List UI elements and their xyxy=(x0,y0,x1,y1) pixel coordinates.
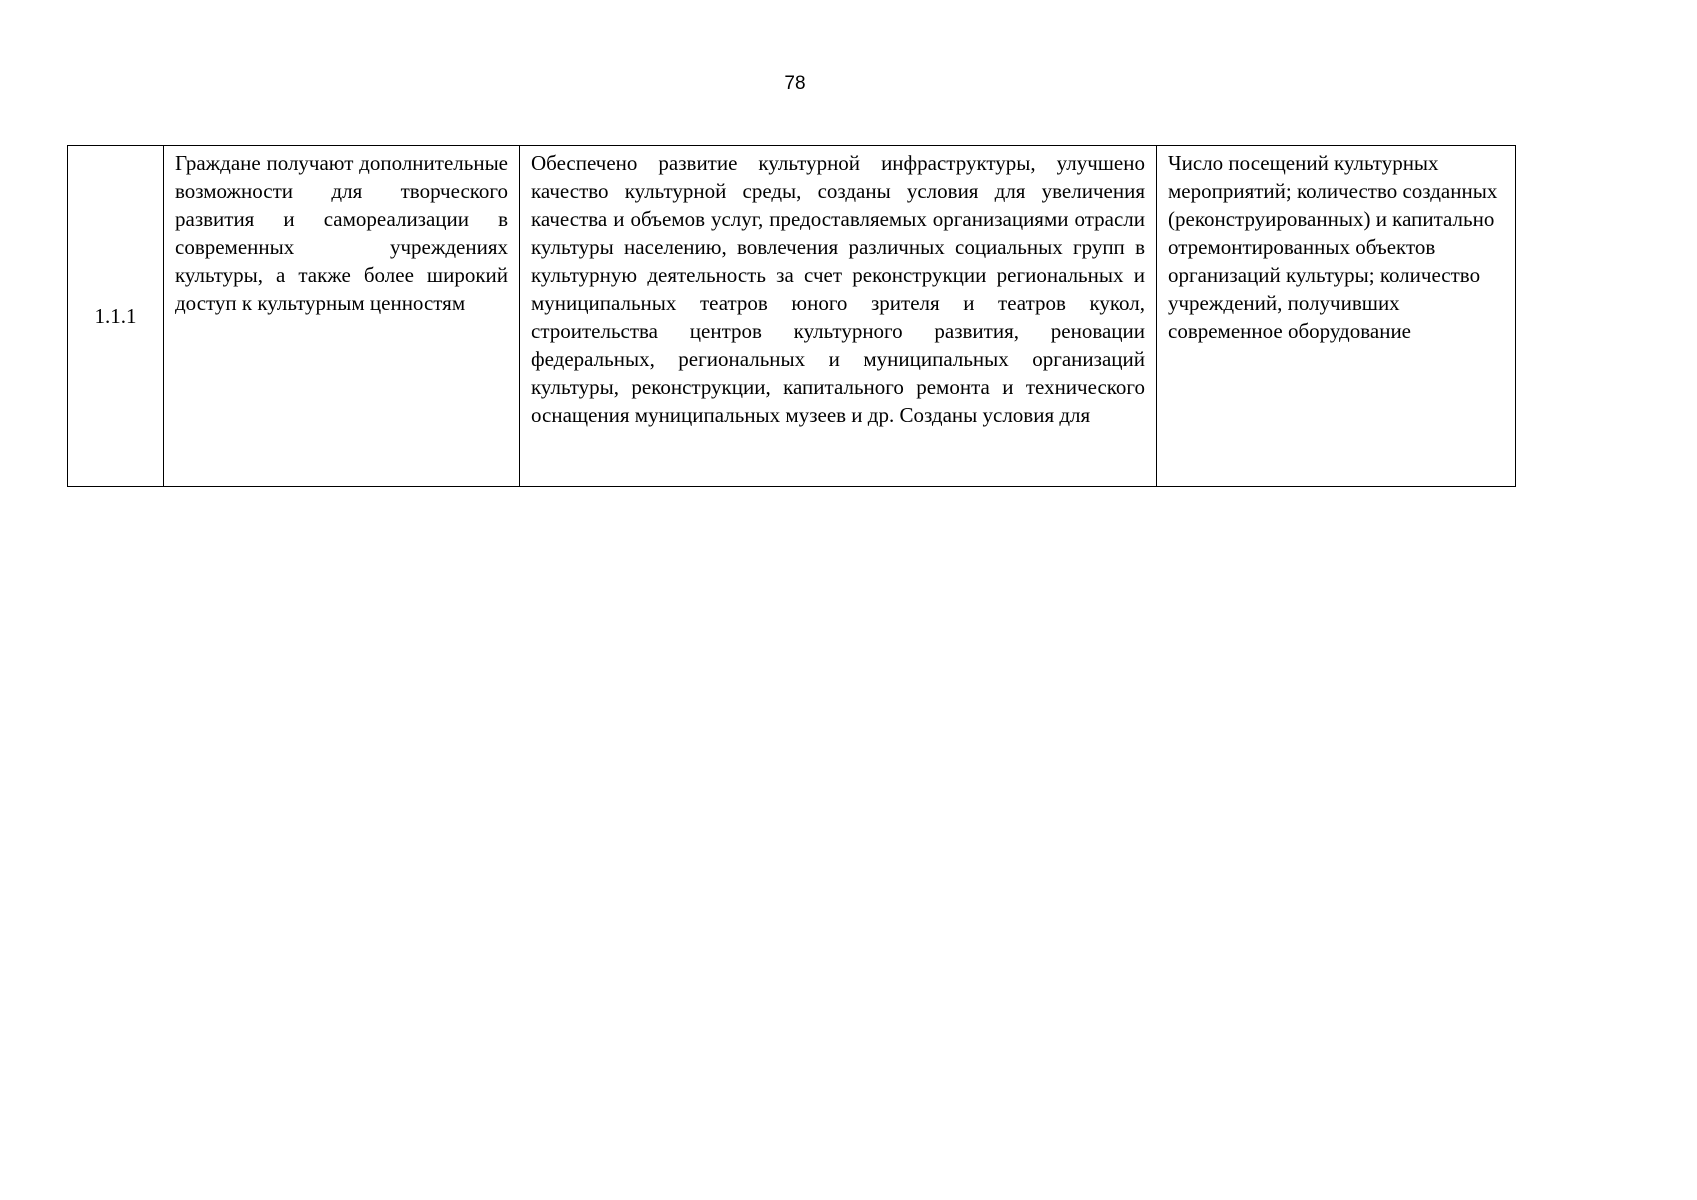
results-table xyxy=(67,145,1516,487)
description-cell xyxy=(520,146,1157,487)
indicators-text: Число посещений культурных мероприятий; количество созданных (реконструированных) и капитально отремонтированных объектов организаций культуры; количество учреждений, получивших современное оборудование xyxy=(1168,151,1498,343)
indicators-cell xyxy=(1157,146,1516,487)
result-cell xyxy=(164,146,520,487)
page-number: 78 xyxy=(784,73,806,94)
description-text: Обеспечено развитие культурной инфраструктуры, улучшено качество культурной среды, созданы условия для увеличения качества и объемов услуг, предоставляемых организациями отрасли культуры населению, вовлечения различных социальных групп в культурную деятельность за счет реконструкции региональных и муниципальных театров юного зрителя и театров кукол, строительства центров культурного развития, реновации федеральных, региональных и муниципальных организаций культуры, реконструкции, капитального ремонта и технического оснащения муниципальных музеев и др. Созданы условия для xyxy=(531,151,1145,427)
row-index-cell xyxy=(68,146,164,487)
row-index: 1.1.1 xyxy=(94,304,137,328)
table-row xyxy=(68,146,1516,487)
result-text: Граждане получают дополнительные возможности для творческого развития и самореализации в современных учреждениях культуры, а также более широкий доступ к культурным ценностям xyxy=(175,151,508,315)
